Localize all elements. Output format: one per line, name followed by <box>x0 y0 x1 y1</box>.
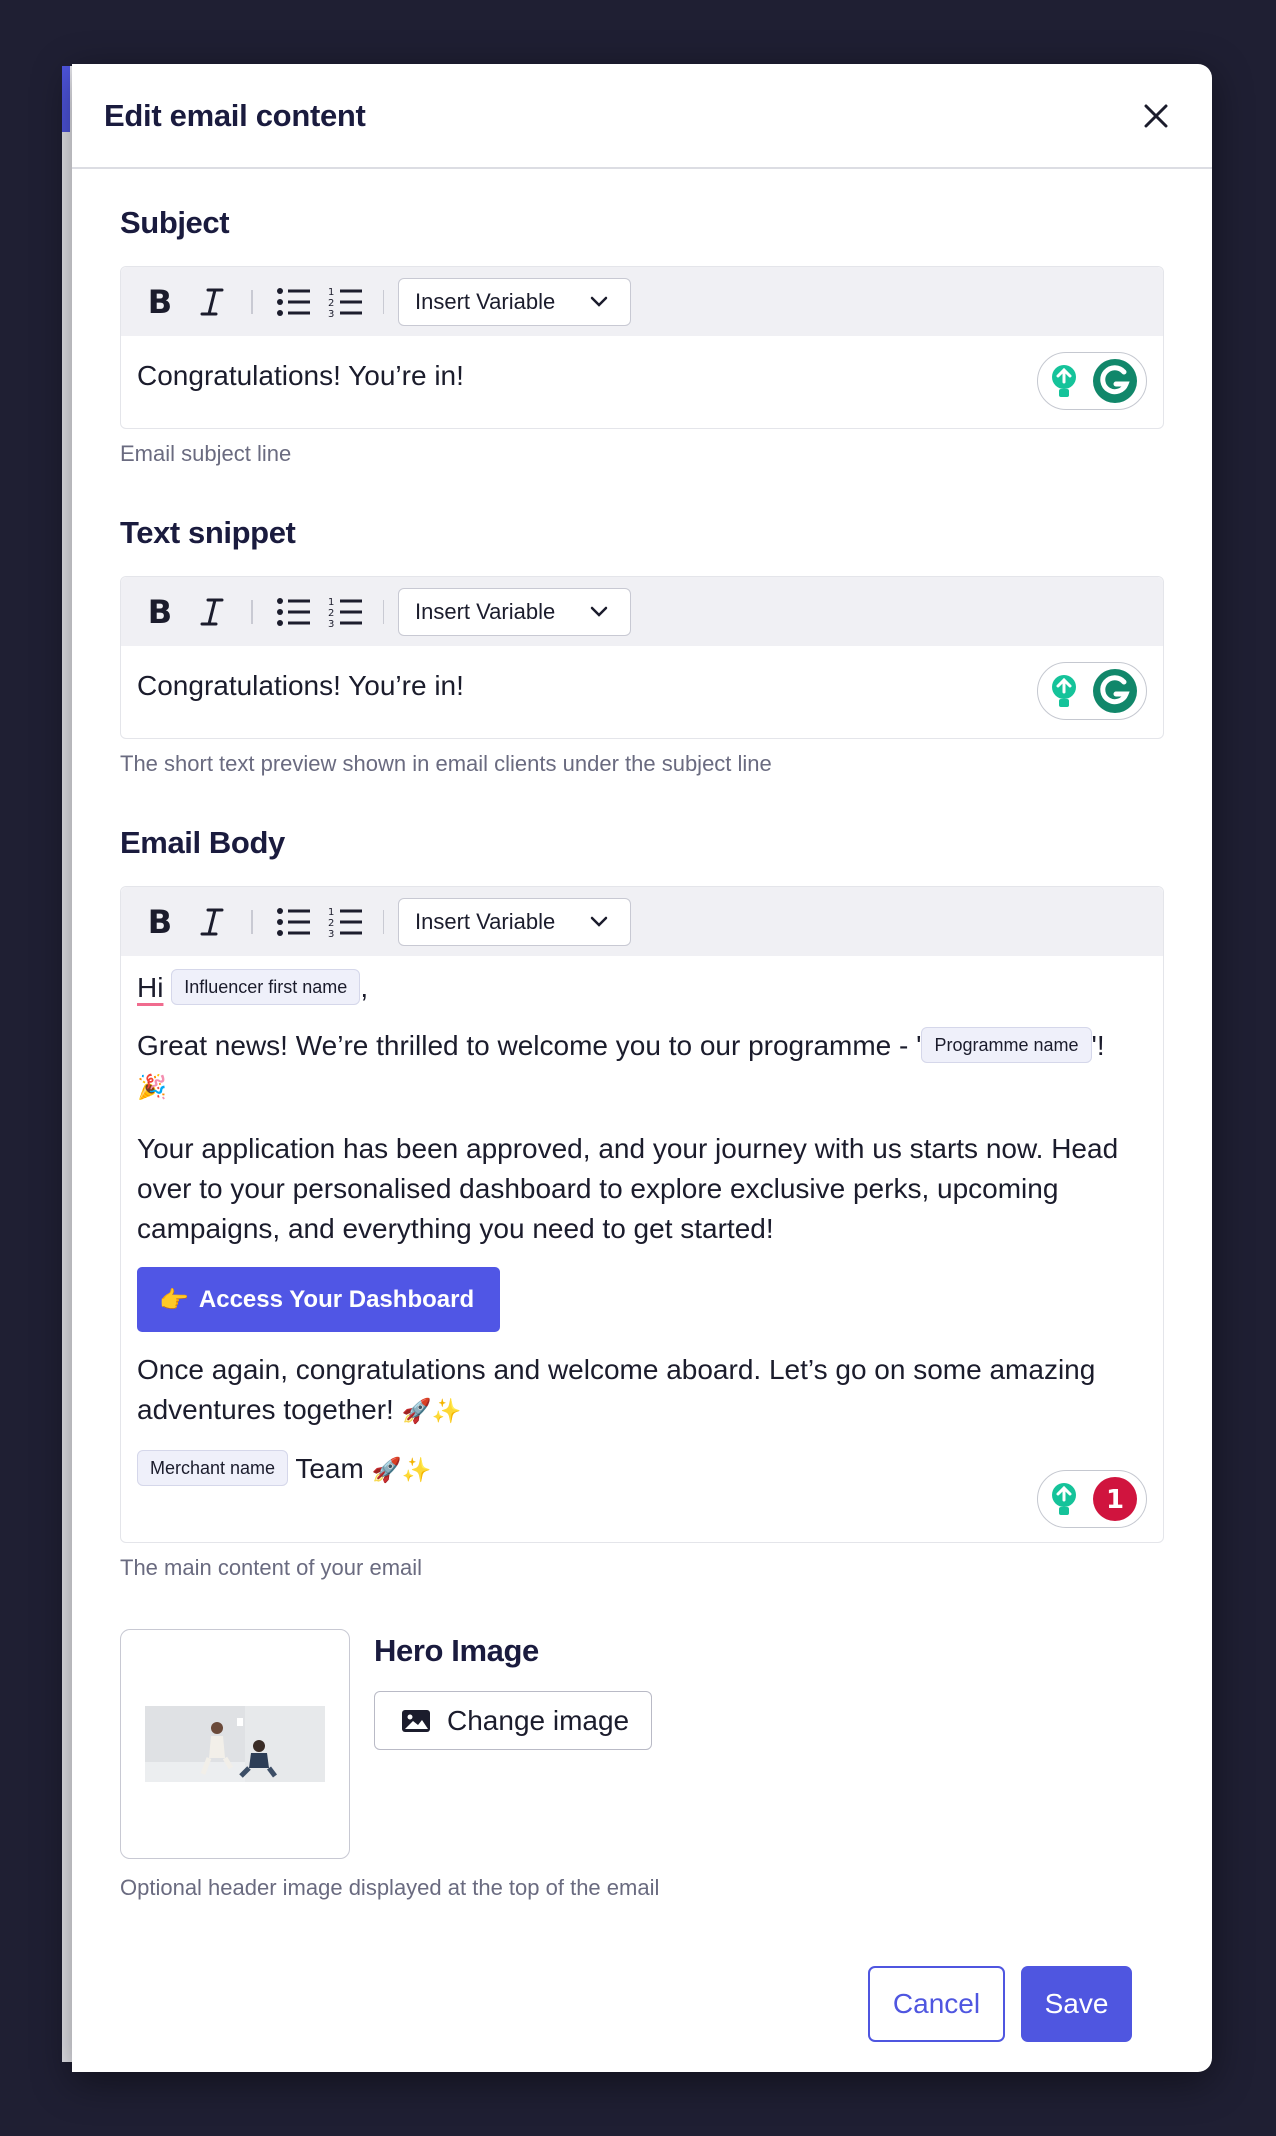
svg-text:1: 1 <box>327 906 334 918</box>
lightbulb-icon <box>1048 1481 1080 1517</box>
chevron-down-icon <box>590 606 608 618</box>
variable-chip-programme[interactable]: Programme name <box>921 1027 1091 1063</box>
italic-button[interactable] <box>197 590 227 634</box>
grammarly-widget[interactable] <box>1037 352 1147 410</box>
variable-chip-first-name[interactable]: Influencer first name <box>171 969 360 1005</box>
p1-text-after: '! <box>1091 1030 1105 1061</box>
numbered-list-icon <box>328 905 364 939</box>
subject-input[interactable] <box>121 336 1163 428</box>
rocket-sparkles-emoji: 🚀✨ <box>371 1456 432 1484</box>
chevron-down-icon <box>590 296 608 308</box>
cancel-button[interactable]: Cancel <box>868 1966 1005 2042</box>
hero-helper: Optional header image displayed at the top of the email <box>120 1875 660 1900</box>
bullet-list-icon <box>276 907 312 937</box>
italic-icon <box>199 287 225 317</box>
body-paragraph-2: Your application has been approved, and your journey with us starts now. Head over to your personalised dashboard to explore exclusive perks, upcoming campaigns, and everything you need to get started! <box>137 1133 1119 1244</box>
snippet-toolbar <box>121 577 1163 646</box>
insert-variable-label: Insert Variable <box>415 908 556 934</box>
svg-text:2: 2 <box>327 607 334 619</box>
snippet-editor <box>120 576 1164 739</box>
snippet-input[interactable] <box>121 646 1163 738</box>
subject-text: Congratulations! You’re in! <box>137 360 464 391</box>
bullet-list-button[interactable] <box>275 280 313 324</box>
edit-email-modal <box>72 64 1212 2072</box>
background-accent <box>62 66 70 132</box>
svg-text:3: 3 <box>327 928 334 939</box>
bullet-list-icon <box>276 287 312 317</box>
toolbar-divider <box>251 290 253 314</box>
toolbar-divider <box>251 600 253 624</box>
numbered-list-icon <box>328 595 364 629</box>
svg-text:3: 3 <box>327 618 334 629</box>
grammarly-icon <box>1092 358 1138 404</box>
rocket-sparkles-emoji: 🚀✨ <box>401 1397 462 1425</box>
svg-text:1: 1 <box>327 286 334 298</box>
p3-text: Once again, congratulations and welcome aboard. Let’s go on some amazing adventures together! <box>137 1354 1096 1425</box>
svg-text:2: 2 <box>327 297 334 309</box>
close-button[interactable] <box>1134 94 1178 138</box>
grammarly-alert-icon <box>1092 1476 1138 1522</box>
subject-editor <box>120 266 1164 429</box>
italic-button[interactable] <box>197 280 227 324</box>
body-editor <box>120 886 1164 1543</box>
subject-helper: Email subject line <box>120 441 292 466</box>
grammarly-widget[interactable] <box>1037 662 1147 720</box>
close-icon <box>1143 103 1169 129</box>
body-paragraph-3 <box>137 1350 1147 1431</box>
modal-header <box>72 64 1212 169</box>
bullet-list-icon <box>276 597 312 627</box>
snippet-text: Congratulations! You’re in! <box>137 670 464 701</box>
insert-variable-select[interactable] <box>398 588 631 636</box>
svg-text:3: 3 <box>327 308 334 319</box>
modal-body <box>120 169 1164 1901</box>
body-label: Email Body <box>120 825 285 860</box>
numbered-list-button[interactable] <box>327 280 365 324</box>
snippet-helper: The short text preview shown in email clients under the subject line <box>120 751 772 776</box>
change-image-label: Change image <box>447 1704 630 1736</box>
body-greeting <box>137 968 1147 1008</box>
hero-image-row <box>120 1629 1164 1859</box>
grammarly-widget[interactable] <box>1037 1470 1147 1528</box>
hero-image-preview <box>145 1706 325 1782</box>
bold-button[interactable]: B <box>147 282 173 321</box>
numbered-list-button[interactable] <box>327 900 365 944</box>
body-paragraph-1 <box>137 1026 1147 1107</box>
italic-icon <box>199 907 225 937</box>
body-helper: The main content of your email <box>120 1555 423 1580</box>
image-icon <box>401 1709 431 1733</box>
greeting-comma: , <box>360 972 369 1003</box>
insert-variable-label: Insert Variable <box>415 288 556 314</box>
toolbar-divider <box>383 910 385 934</box>
hero-image-label: Hero Image <box>374 1633 539 1668</box>
subject-label: Subject <box>120 205 230 240</box>
party-emoji: 🎉 <box>137 1073 167 1101</box>
grammarly-icon <box>1092 668 1138 714</box>
svg-text:2: 2 <box>327 917 334 929</box>
bold-button[interactable]: B <box>147 592 173 631</box>
lightbulb-icon <box>1048 673 1080 709</box>
subject-toolbar <box>121 267 1163 336</box>
italic-button[interactable] <box>197 900 227 944</box>
signoff-text: Team <box>295 1453 364 1484</box>
bullet-list-button[interactable] <box>275 900 313 944</box>
body-signoff <box>137 1449 1147 1490</box>
hero-image-thumbnail[interactable] <box>120 1629 350 1859</box>
body-toolbar <box>121 887 1163 956</box>
chevron-down-icon <box>590 916 608 928</box>
toolbar-divider <box>251 910 253 934</box>
body-input[interactable] <box>121 956 1163 1542</box>
modal-footer <box>868 1966 1132 2042</box>
save-button[interactable]: Save <box>1021 1966 1132 2042</box>
snippet-label: Text snippet <box>120 515 296 550</box>
modal-title: Edit email content <box>104 97 366 133</box>
insert-variable-select[interactable] <box>398 898 631 946</box>
svg-text:1: 1 <box>327 596 334 608</box>
grammarly-count: 1 <box>1105 1485 1125 1515</box>
greeting-text: Hi <box>137 972 164 1003</box>
lightbulb-icon <box>1048 363 1080 399</box>
numbered-list-icon <box>328 285 364 319</box>
numbered-list-button[interactable] <box>327 590 365 634</box>
insert-variable-label: Insert Variable <box>415 598 556 624</box>
pointing-hand-emoji: 👉 <box>159 1285 189 1314</box>
bold-button[interactable]: B <box>147 902 173 941</box>
toolbar-divider <box>383 290 385 314</box>
access-dashboard-label: Access Your Dashboard <box>198 1285 475 1313</box>
bullet-list-button[interactable] <box>275 590 313 634</box>
toolbar-divider <box>383 600 385 624</box>
hero-image-controls <box>374 1629 652 1859</box>
variable-chip-merchant[interactable]: Merchant name <box>137 1450 288 1486</box>
change-image-button[interactable] <box>374 1691 652 1750</box>
p1-text: Great news! We’re thrilled to welcome you to our programme - ' <box>137 1030 922 1061</box>
access-dashboard-button[interactable] <box>137 1267 500 1332</box>
italic-icon <box>199 597 225 627</box>
insert-variable-select[interactable] <box>398 278 631 326</box>
